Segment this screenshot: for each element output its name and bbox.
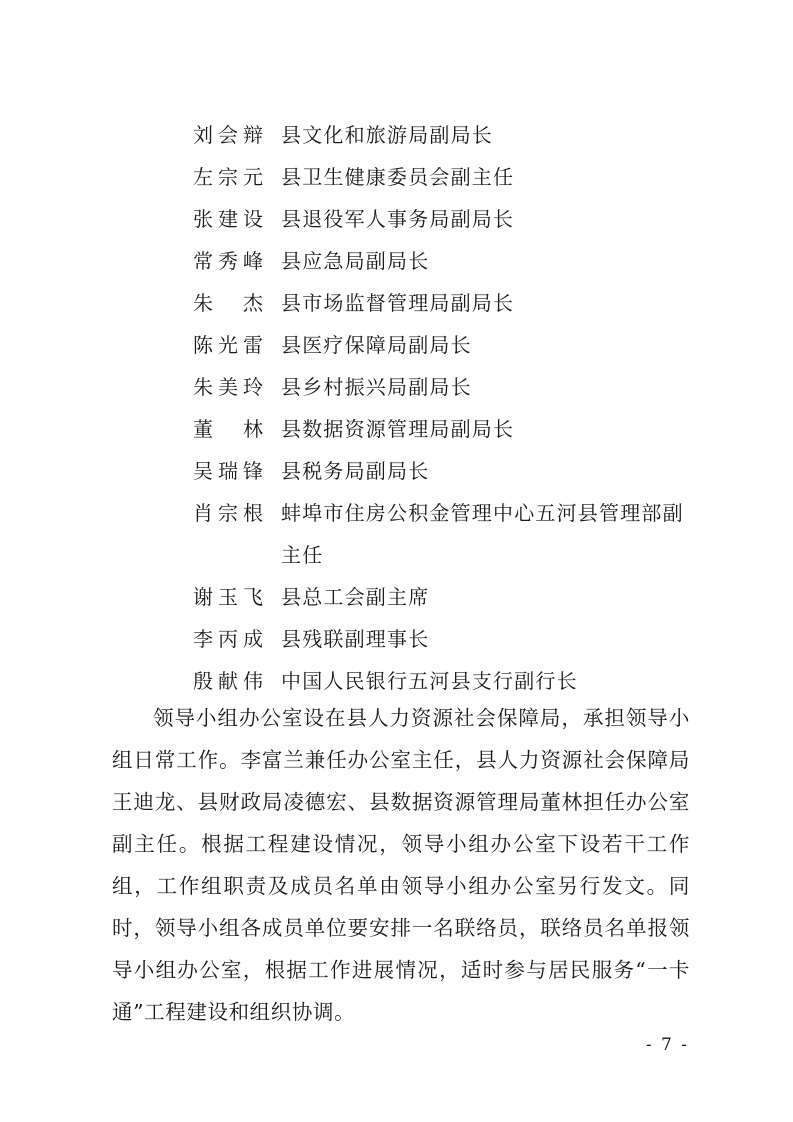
member-row bbox=[0, 118, 793, 152]
member-title: 蚌埠市住房公积金管理中心五河县管理部副主任 bbox=[281, 501, 684, 567]
member-name: 董 林 bbox=[193, 417, 263, 441]
member-row bbox=[0, 496, 793, 567]
member-title: 县市场监督管理局副局长 bbox=[281, 291, 515, 315]
member-title: 县总工会副主席 bbox=[281, 585, 430, 609]
member-title: 县数据资源管理局副局长 bbox=[281, 417, 515, 441]
member-row bbox=[0, 622, 793, 656]
page-number: - 7 - bbox=[645, 1035, 689, 1055]
member-row bbox=[0, 370, 793, 404]
member-name: 朱 杰 bbox=[193, 291, 263, 315]
member-row bbox=[0, 580, 793, 614]
member-row bbox=[0, 244, 793, 278]
member-title: 中国人民银行五河县支行副行长 bbox=[281, 669, 578, 693]
body-paragraph: 领导小组办公室设在县人力资源社会保障局，承担领导小组日常工作。李富兰兼任办公室主任，县人力资源社会保障局王迪龙、县财政局凌德宏、县数据资源管理局董林担任办公室副主任。根据工程建设情况，领导小组办公室下设若干工作组，工作组职责及成员名单由领导小组办公室另行发文。同时，领导小组各成员单位要安排一名联络员，联络员名单报领导小组办公室，根据工作进展情况，适时参与居民服务“一卡通”工程建设和组织协调。 bbox=[112, 706, 690, 1024]
member-name: 谢玉飞 bbox=[193, 585, 263, 609]
member-name: 朱美玲 bbox=[193, 375, 263, 399]
member-row bbox=[0, 328, 793, 362]
member-title: 县医疗保障局副局长 bbox=[281, 333, 472, 357]
member-row bbox=[0, 160, 793, 194]
member-title: 县乡村振兴局副局长 bbox=[281, 375, 472, 399]
member-name: 吴瑞锋 bbox=[193, 459, 263, 483]
member-row bbox=[0, 412, 793, 446]
member-row bbox=[0, 454, 793, 488]
member-title: 县文化和旅游局副局长 bbox=[281, 123, 493, 147]
member-name: 肖宗根 bbox=[193, 501, 263, 525]
member-row bbox=[0, 286, 793, 320]
member-title: 县卫生健康委员会副主任 bbox=[281, 165, 515, 189]
member-name: 李丙成 bbox=[193, 627, 263, 651]
page-number-row bbox=[0, 1034, 793, 1056]
member-title: 县退役军人事务局副局长 bbox=[281, 207, 515, 231]
member-name: 常秀峰 bbox=[193, 249, 263, 273]
member-title: 县应急局副局长 bbox=[281, 249, 430, 273]
member-name: 左宗元 bbox=[193, 165, 263, 189]
member-row bbox=[0, 664, 793, 698]
member-name: 张建设 bbox=[193, 207, 263, 231]
member-name: 陈光雷 bbox=[193, 333, 263, 357]
member-title: 县残联副理事长 bbox=[281, 627, 430, 651]
member-title: 县税务局副局长 bbox=[281, 459, 430, 483]
member-row bbox=[0, 202, 793, 236]
member-name: 刘会辩 bbox=[193, 123, 263, 147]
member-name: 殷献伟 bbox=[193, 669, 263, 693]
